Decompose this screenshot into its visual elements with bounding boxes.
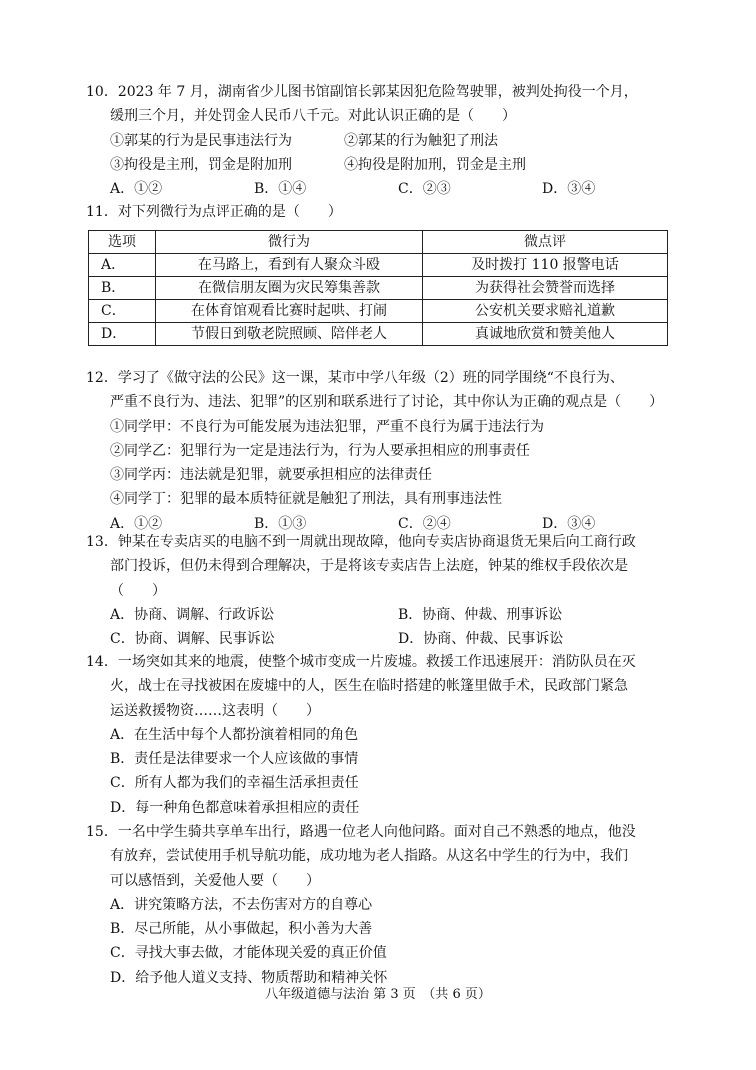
q10-statement-3: ③拘役是主刑，罚金是附加刑: [110, 156, 292, 173]
q14-choice-c: C．所有人都为我们的幸福生活承担责任: [110, 775, 359, 792]
q13-stem-line1: 13．钟某在专卖店买的电脑不到一周就出现故障，他向专卖店协商退货无果后向工商行政: [86, 534, 636, 550]
q15-stem-line3: 可以感悟到，关爱他人要（ ）: [110, 872, 320, 889]
q11-cell-option: A．: [89, 254, 156, 277]
q10-stem-line2: 缓刑三个月，并处罚金人民币八千元。对此认识正确的是（ ）: [110, 108, 516, 125]
q10-statement-4: ④拘役是附加刑，罚金是主刑: [344, 156, 526, 173]
q15-choice-c: C．寻找大事去做，才能体现关爱的真正价值: [110, 945, 387, 962]
q12-statement-4: ④同学丁：犯罪的最本质特征就是触犯了刑法，具有刑事违法性: [110, 491, 502, 508]
q11-table-header-row: [89, 231, 668, 254]
question-12: [86, 366, 686, 536]
q11-cell-behavior: 节假日到敬老院照顾、陪伴老人: [156, 323, 423, 346]
q10-statements-row2: [86, 153, 686, 177]
q11-table: [88, 230, 668, 346]
q15-choice-b: B．尽己所能，从小事做起，积小善为大善: [110, 921, 373, 938]
q12-choice-a: A．①②: [110, 515, 163, 532]
q14-stem-line1: 14．一场突如其来的地震，使整个城市变成一片废墟。救援工作迅速展开：消防队员在灭: [86, 654, 636, 670]
question-11: [86, 200, 686, 224]
q15-choice-d: D．给予他人道义支持、物质帮助和精神关怀: [110, 969, 388, 986]
q10-statements-row1: [86, 129, 686, 153]
q12-choice-b: B．①③: [254, 515, 307, 532]
q11-header-option: 选项: [89, 231, 156, 254]
table-row: [89, 277, 668, 300]
q10-choice-c: C．②③: [398, 181, 451, 198]
q11-cell-behavior: 在体育馆观看比赛时起哄、打闹: [156, 300, 423, 323]
q11-stem-line1: 11．对下列微行为点评正确的是（ ）: [86, 204, 342, 220]
q14-choice-d: D．每一种角色都意味着承担相应的责任: [110, 799, 360, 816]
q11-cell-option: B．: [89, 277, 156, 300]
table-row: [89, 254, 668, 277]
q15-stem-line2: 有放弃，尝试使用手机导航功能，成功地为老人指路。从这名中学生的行为中，我们: [110, 848, 628, 865]
q14-stem-line2: 火，战士在寻找被困在废墟中的人，医生在临时搭建的帐篷里做手术，民政部门紧急: [110, 678, 628, 695]
q13-choice-a: A．协商、调解、行政诉讼: [110, 606, 275, 623]
q11-cell-comment: 为获得社会赞誉而选择: [423, 277, 668, 300]
q10-choice-b: B．①④: [254, 181, 307, 198]
q11-cell-comment: 及时拨打 110 报警电话: [423, 254, 668, 277]
q13-choices-row2: [86, 627, 686, 651]
q13-choice-c: C．协商、调解、民事诉讼: [110, 631, 275, 648]
q11-cell-comment: 真诚地欣赏和赞美他人: [423, 323, 668, 346]
q10-statement-1: ①郭某的行为是民事违法行为: [110, 132, 292, 149]
q12-stem-line1: 12．学习了《做守法的公民》这一课，某市中学八年级（2）班的同学围绕“不良行为、: [86, 370, 624, 386]
q13-choices-row1: [86, 603, 686, 627]
table-row: [89, 323, 668, 346]
q12-statement-1: ①同学甲：不良行为可能发展为违法犯罪，严重不良行为属于违法行为: [110, 418, 544, 435]
q10-stem-line1: 10．2023 年 7 月，湖南省少儿图书馆副馆长郭某因犯危险驾驶罪，被判处拘役一个月，: [86, 84, 638, 100]
question-15: [86, 820, 686, 990]
q11-header-behavior: 微行为: [156, 231, 423, 254]
question-10: [86, 80, 686, 201]
q13-choice-d: D．协商、仲裁、民事诉讼: [398, 631, 564, 648]
q15-stem-line1: 15．一名中学生骑共享单车出行，路遇一位老人向他问路。面对自己不熟悉的地点，他没: [86, 824, 636, 840]
q11-cell-option: C．: [89, 300, 156, 323]
q11-header-comment: 微点评: [423, 231, 668, 254]
q13-stem-line3: （ ）: [110, 582, 166, 599]
q12-choice-c: C．②④: [398, 515, 451, 532]
q12-stem-line2: 严重不良行为、违法、犯罪”的区别和联系进行了讨论，其中你认为正确的观点是（ ）: [110, 394, 664, 411]
q13-stem-line2: 部门投诉，但仍未得到合理解决，于是将该专卖店告上法庭，钟某的维权手段依次是: [110, 558, 628, 575]
q13-choice-b: B．协商、仲裁、刑事诉讼: [398, 606, 563, 623]
q12-statement-2: ②同学乙：犯罪行为一定是违法行为，行为人要承担相应的刑事责任: [110, 442, 530, 459]
q14-choice-b: B．责任是法律要求一个人应该做的事情: [110, 751, 359, 768]
q11-cell-behavior: 在马路上，看到有人聚众斗殴: [156, 254, 423, 277]
question-13: [86, 530, 686, 651]
q11-cell-option: D．: [89, 323, 156, 346]
q14-choice-a: A．在生活中每个人都扮演着相同的角色: [110, 726, 359, 743]
q11-cell-comment: 公安机关要求赔礼道歉: [423, 300, 668, 323]
q15-choice-a: A．讲究策略方法，不去伤害对方的自尊心: [110, 896, 373, 913]
q10-choice-d: D．③④: [542, 181, 596, 198]
q12-statement-3: ③同学丙：违法就是犯罪，就要承担相应的法律责任: [110, 467, 432, 484]
page-footer: 八年级道德与法治 第 3 页 （共 6 页）: [265, 987, 491, 1002]
q10-choice-a: A．①②: [110, 181, 163, 198]
question-14: [86, 650, 686, 820]
q10-statement-2: ②郭某的行为触犯了刑法: [344, 132, 498, 149]
q11-cell-behavior: 在微信朋友圈为灾民筹集善款: [156, 277, 423, 300]
q10-choices: [86, 177, 686, 201]
q14-stem-line3: 运送救援物资……这表明（ ）: [110, 702, 320, 719]
q12-choice-d: D．③④: [542, 515, 596, 532]
table-row: [89, 300, 668, 323]
